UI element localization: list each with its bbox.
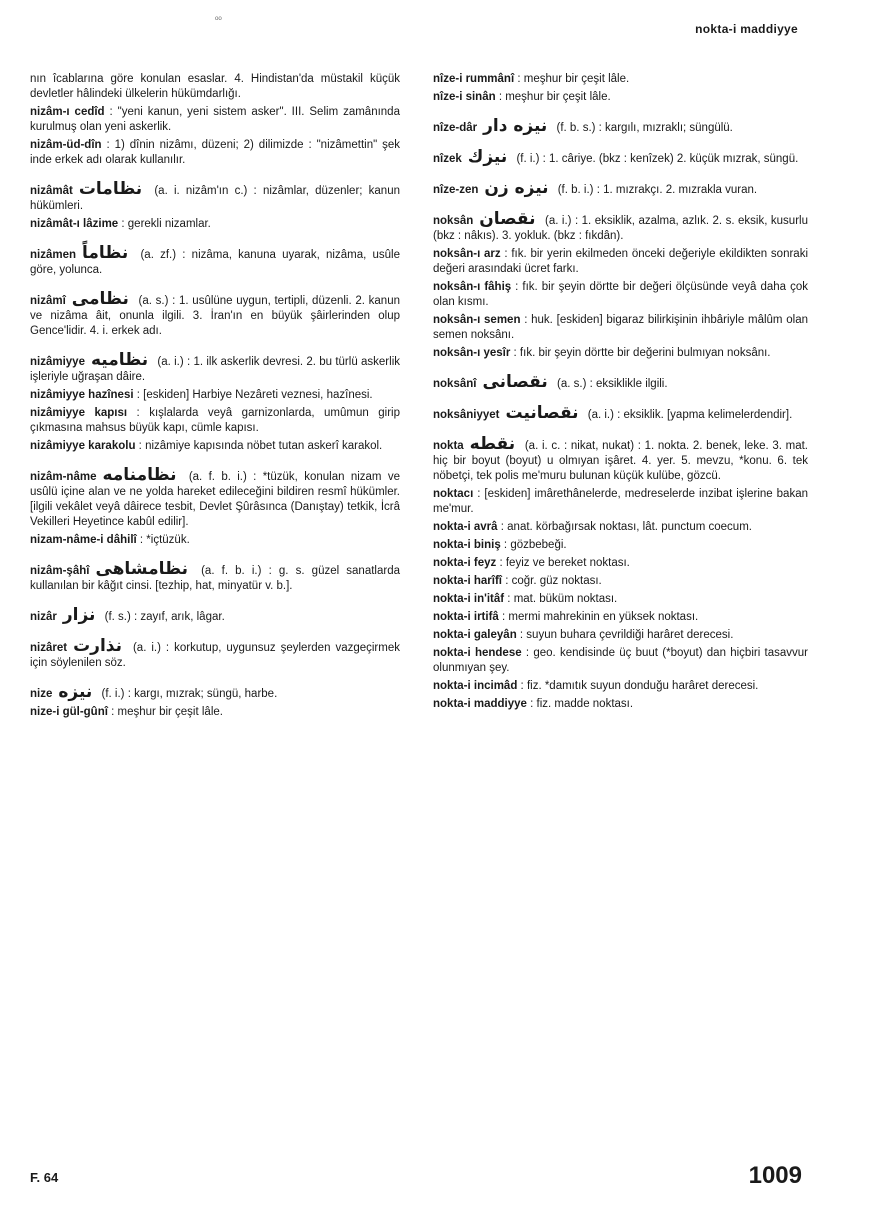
- entry-headword: nîze-i rummânî: [433, 73, 515, 85]
- entry-headword: nizâm-ı cedîd: [30, 106, 105, 118]
- entry-arabic-script: نظاميه: [90, 350, 149, 370]
- dictionary-entry: [433, 403, 808, 423]
- entry-definition: (f. s.) : zayıf, arık, lâgar.: [101, 611, 225, 623]
- entry-definition: : fık. bir şeyin dörtte bir değerini bulmıyan noksânı.: [510, 347, 771, 359]
- dictionary-entry: [433, 697, 808, 712]
- entry-definition: : 1) dînin nizâmı, düzeni; 2) dilimizde : "nizâmettin" şek inde erkek adı olarak kullanılır.: [30, 139, 400, 166]
- entry-arabic-script: نقصان: [479, 209, 536, 229]
- entry-definition: : *içtüzük.: [136, 534, 190, 546]
- dictionary-entry: [433, 372, 808, 392]
- entry-headword: nize-i gül-gûnî: [30, 706, 108, 718]
- entry-headword: nizâret: [30, 642, 68, 654]
- left-column: [30, 72, 400, 723]
- dictionary-entry: [30, 217, 400, 232]
- entry-headword: nokta-i feyz: [433, 557, 497, 569]
- entry-headword: nokta: [433, 440, 464, 452]
- entry-definition: (a. i. c. : nikat, nukat) : 1. nokta. 2. benek, leke. 3. mat. hiç bir boyut (boyut) u olmıyan işâret. 4. yer. 5. mevzu, *konu. 6. tek nöbetçi, tek polis me'muru bulunan küçük kulübe, gözcü.: [433, 440, 808, 482]
- entry-definition: (a. i.) : eksiklik. [yapma kelimelerdendir].: [584, 409, 793, 421]
- entry-headword: nokta-i harîfî: [433, 575, 503, 587]
- entry-definition: (a. i.) : korkutup, uygunsuz şeylerden vazgeçirmek için söylenilen söz.: [30, 642, 400, 669]
- entry-definition: : mermi mahrekinin en yüksek noktası.: [498, 611, 699, 623]
- entry-definition: : gözbebeği.: [500, 539, 567, 551]
- dictionary-entry: [30, 636, 400, 671]
- entry-definition: (f. i.) : 1. câriye. (bkz : kenîzek) 2. küçük mızrak, süngü.: [513, 153, 799, 165]
- entry-headword: nokta-i irtifâ: [433, 611, 499, 623]
- entry-arabic-script: نقصانيت: [505, 403, 579, 423]
- dictionary-entry: [433, 280, 808, 310]
- entry-definition: (a. i.) : 1. eksiklik, azalma, azlık. 2. s. eksik, kusurlu (bkz : nâkıs). 3. yokluk. (bkz : fıkdân).: [433, 215, 808, 242]
- entry-headword: nokta-i avrâ: [433, 521, 498, 533]
- running-head: nokta-i maddiyye: [695, 22, 798, 36]
- entry-definition: : fık. bir yerin ekilmeden önceki değeriyle ekildikten sonraki değeri arasındaki ücret farkı.: [433, 248, 808, 275]
- entry-definition: : [eskiden] imârethânelerde, medreselerde inzibat işlerine bakan me'mur.: [433, 488, 808, 515]
- dictionary-entry: [30, 179, 400, 214]
- entry-headword: nizâmât-ı lâzime: [30, 218, 119, 230]
- entry-definition: : suyun buhara çevrildiği harâret derecesi.: [516, 629, 734, 641]
- entry-headword: nizâmiyye karakolu: [30, 440, 136, 452]
- entry-definition: : fık. bir şeyin dörtte bir değeri ölçüsünde veyâ daha çok olan kısmı.: [433, 281, 808, 308]
- dictionary-entry: [433, 147, 808, 167]
- signature-mark: F. 64: [30, 1170, 59, 1185]
- entry-definition: : mat. büküm noktası.: [504, 593, 618, 605]
- entry-definition: (a. zf.) : nizâma, kanuna uyarak, nizâma, usûle göre, yolunca.: [30, 249, 400, 276]
- entry-headword: nizâm-şâhî: [30, 565, 90, 577]
- entry-headword: nokta-i hendese: [433, 647, 522, 659]
- entry-arabic-script: نيزك: [467, 147, 508, 167]
- dictionary-entry: [433, 574, 808, 589]
- entry-definition: : gerekli nizamlar.: [118, 218, 211, 230]
- dictionary-entry: [433, 487, 808, 517]
- entry-headword: nokta-i maddiyye: [433, 698, 527, 710]
- entry-headword: noktacı: [433, 488, 474, 500]
- entry-definition: (a. s.) : 1. usûlüne uygun, tertipli, düzenli. 2. kanun ve nizâma âit, onunla ilgili. 3. İran'ın en büyük şâirlerinden olup Gence'lidir. 4. i. erkek adı.: [30, 295, 400, 337]
- entry-headword: nokta-i in'itâf: [433, 593, 505, 605]
- entry-arabic-script: نظامات: [78, 179, 143, 199]
- entry-arabic-script: نزار: [62, 605, 96, 625]
- entry-definition: : nizâmiye kapısında nöbet tutan askerî karakol.: [135, 440, 383, 452]
- entry-headword: nizâm-üd-dîn: [30, 139, 102, 151]
- entry-headword: nizâmât: [30, 185, 73, 197]
- entry-arabic-script: نيزه زن: [484, 178, 549, 198]
- entry-arabic-script: نقصانى: [482, 372, 548, 392]
- entry-headword: nizam-nâme-i dâhilî: [30, 534, 137, 546]
- entry-definition: (a. i.) : 1. ilk askerlik devresi. 2. bu türlü askerlik işleriyle uğraşan dâire.: [30, 356, 400, 383]
- entry-definition: : kışlalarda veyâ garnizonlarda, umûmun girip çıkmasına mahsus büyük kapı, cümle kapısı.: [30, 407, 400, 434]
- entry-headword: nîze-dâr: [433, 122, 478, 134]
- entry-definition: : anat. körbağırsak noktası, lât. punctum coecum.: [497, 521, 752, 533]
- entry-definition: (f. i.) : kargı, mızrak; süngü, harbe.: [98, 688, 278, 700]
- dictionary-entry: [30, 465, 400, 530]
- dictionary-entry: [433, 116, 808, 136]
- entry-definition: : fiz. madde noktası.: [526, 698, 634, 710]
- entry-headword: noksân-ı arz: [433, 248, 501, 260]
- entry-definition: (a. i. nizâm'ın c.) : nizâmlar, düzenler; kanun hükümleri.: [30, 185, 400, 212]
- dictionary-entry: [30, 533, 400, 548]
- entry-headword: noksân: [433, 215, 474, 227]
- dictionary-entry: [30, 350, 400, 385]
- entry-headword: nizâmen: [30, 249, 77, 261]
- entry-headword: nîze-zen: [433, 184, 479, 196]
- dictionary-entry: [433, 628, 808, 643]
- entry-headword: nizâmî: [30, 295, 66, 307]
- entry-definition: : fiz. *damıtık suyun donduğu harâret derecesi.: [517, 680, 759, 692]
- entry-definition: : feyiz ve bereket noktası.: [496, 557, 630, 569]
- entry-arabic-script: نذارت: [73, 636, 122, 656]
- entry-definition: (f. b. s.) : kargılı, mızraklı; süngülü.: [553, 122, 733, 134]
- right-column: [433, 72, 808, 715]
- entry-arabic-script: نظامى: [71, 289, 129, 309]
- entry-definition: : meşhur bir çeşit lâle.: [495, 91, 611, 103]
- dictionary-entry: [30, 289, 400, 339]
- dictionary-entry: [30, 72, 400, 102]
- dictionary-entry: [30, 682, 400, 702]
- entry-headword: noksân-ı semen: [433, 314, 521, 326]
- entry-definition: : [eskiden] Harbiye Nezâreti veznesi, hazînesi.: [133, 389, 373, 401]
- dictionary-entry: [433, 556, 808, 571]
- dictionary-entry: [433, 434, 808, 484]
- entry-arabic-script: نيزه: [58, 682, 93, 702]
- dictionary-entry: [30, 105, 400, 135]
- dictionary-entry: [30, 439, 400, 454]
- entry-headword: nizâr: [30, 611, 57, 623]
- entry-definition: : meşhur bir çeşit lâle.: [514, 73, 630, 85]
- dictionary-entry: [30, 138, 400, 168]
- dictionary-entry: [433, 90, 808, 105]
- entry-definition: nın îcablarına göre konulan esaslar. 4. Hindistan'da müstakil küçük devletler hâlindeki ülkelerin hükümdarlığı.: [30, 73, 400, 100]
- entry-headword: nizâm-nâme: [30, 471, 97, 483]
- dictionary-entry: [433, 520, 808, 535]
- entry-headword: noksân-ı fâhiş: [433, 281, 512, 293]
- entry-definition: (a. s.) : eksiklikle ilgili.: [553, 378, 668, 390]
- entry-definition: : geo. kendisinde üç buut (*boyut) dan hiçbiri tasavvur olunmıyan şey.: [433, 647, 808, 674]
- dictionary-entry: [30, 705, 400, 720]
- dictionary-entry: [433, 646, 808, 676]
- page-mark: ᵒᵒ: [215, 14, 222, 24]
- entry-headword: nizâmiyye kapısı: [30, 407, 128, 419]
- entry-definition: (a. f. b. i.) : g. s. güzel sanatlarda kullanılan bir kâğıt cinsi. [tezhip, hat, minyatür v. b.].: [30, 565, 400, 592]
- dictionary-entry: [433, 313, 808, 343]
- dictionary-entry: [30, 605, 400, 625]
- entry-headword: noksân-ı yesîr: [433, 347, 511, 359]
- entry-headword: nizâmiyye hazînesi: [30, 389, 134, 401]
- entry-headword: noksânî: [433, 378, 477, 390]
- entry-headword: nîzek: [433, 153, 462, 165]
- dictionary-entry: [433, 538, 808, 553]
- entry-headword: noksâniyyet: [433, 409, 500, 421]
- dictionary-entry: [433, 178, 808, 198]
- page-number: 1009: [748, 1162, 802, 1189]
- entry-headword: nokta-i biniş: [433, 539, 501, 551]
- dictionary-entry: [433, 247, 808, 277]
- entry-headword: nîze-i sinân: [433, 91, 496, 103]
- entry-arabic-script: نظامشاهى: [95, 559, 188, 579]
- entry-definition: : meşhur bir çeşit lâle.: [107, 706, 223, 718]
- dictionary-entry: [433, 346, 808, 361]
- dictionary-entry: [30, 243, 400, 278]
- entry-headword: nokta-i galeyân: [433, 629, 517, 641]
- entry-arabic-script: نقطه: [469, 434, 516, 454]
- dictionary-entry: [433, 610, 808, 625]
- dictionary-entry: [433, 209, 808, 244]
- dictionary-entry: [433, 679, 808, 694]
- dictionary-entry: [433, 592, 808, 607]
- dictionary-entry: [30, 559, 400, 594]
- entry-definition: : "yeni kanun, yeni sistem asker". III. Selim zamânında kurulmuş olan yeni askerlik.: [30, 106, 400, 133]
- entry-headword: nokta-i incimâd: [433, 680, 518, 692]
- entry-headword: nizâmiyye: [30, 356, 85, 368]
- entry-definition: (a. f. b. i.) : *tüzük, konulan nizam ve usûlü içine alan ve ne yolda hareket edileceğini bildiren resmî hükümler. [ilgili vekâlet veyâ dâirece tesbit, Devlet Şûrâsınca (Danıştay) tetkik, İcrâ Vekilleri Heyetince kabûl edilir].: [30, 471, 400, 528]
- entry-definition: : huk. [eskiden] bigaraz bilirkişinin ihbâriyle mâlûm olan semen noksânı.: [433, 314, 808, 341]
- entry-definition: (f. b. i.) : 1. mızrakçı. 2. mızrakla vuran.: [554, 184, 758, 196]
- entry-headword: nize: [30, 688, 53, 700]
- entry-definition: : coğr. güz noktası.: [502, 575, 602, 587]
- dictionary-entry: [433, 72, 808, 87]
- entry-arabic-script: نظامنامه: [102, 465, 177, 485]
- dictionary-entry: [30, 406, 400, 436]
- dictionary-entry: [30, 388, 400, 403]
- entry-arabic-script: نيزه دار: [483, 116, 548, 136]
- entry-arabic-script: نظاماً: [82, 243, 129, 263]
